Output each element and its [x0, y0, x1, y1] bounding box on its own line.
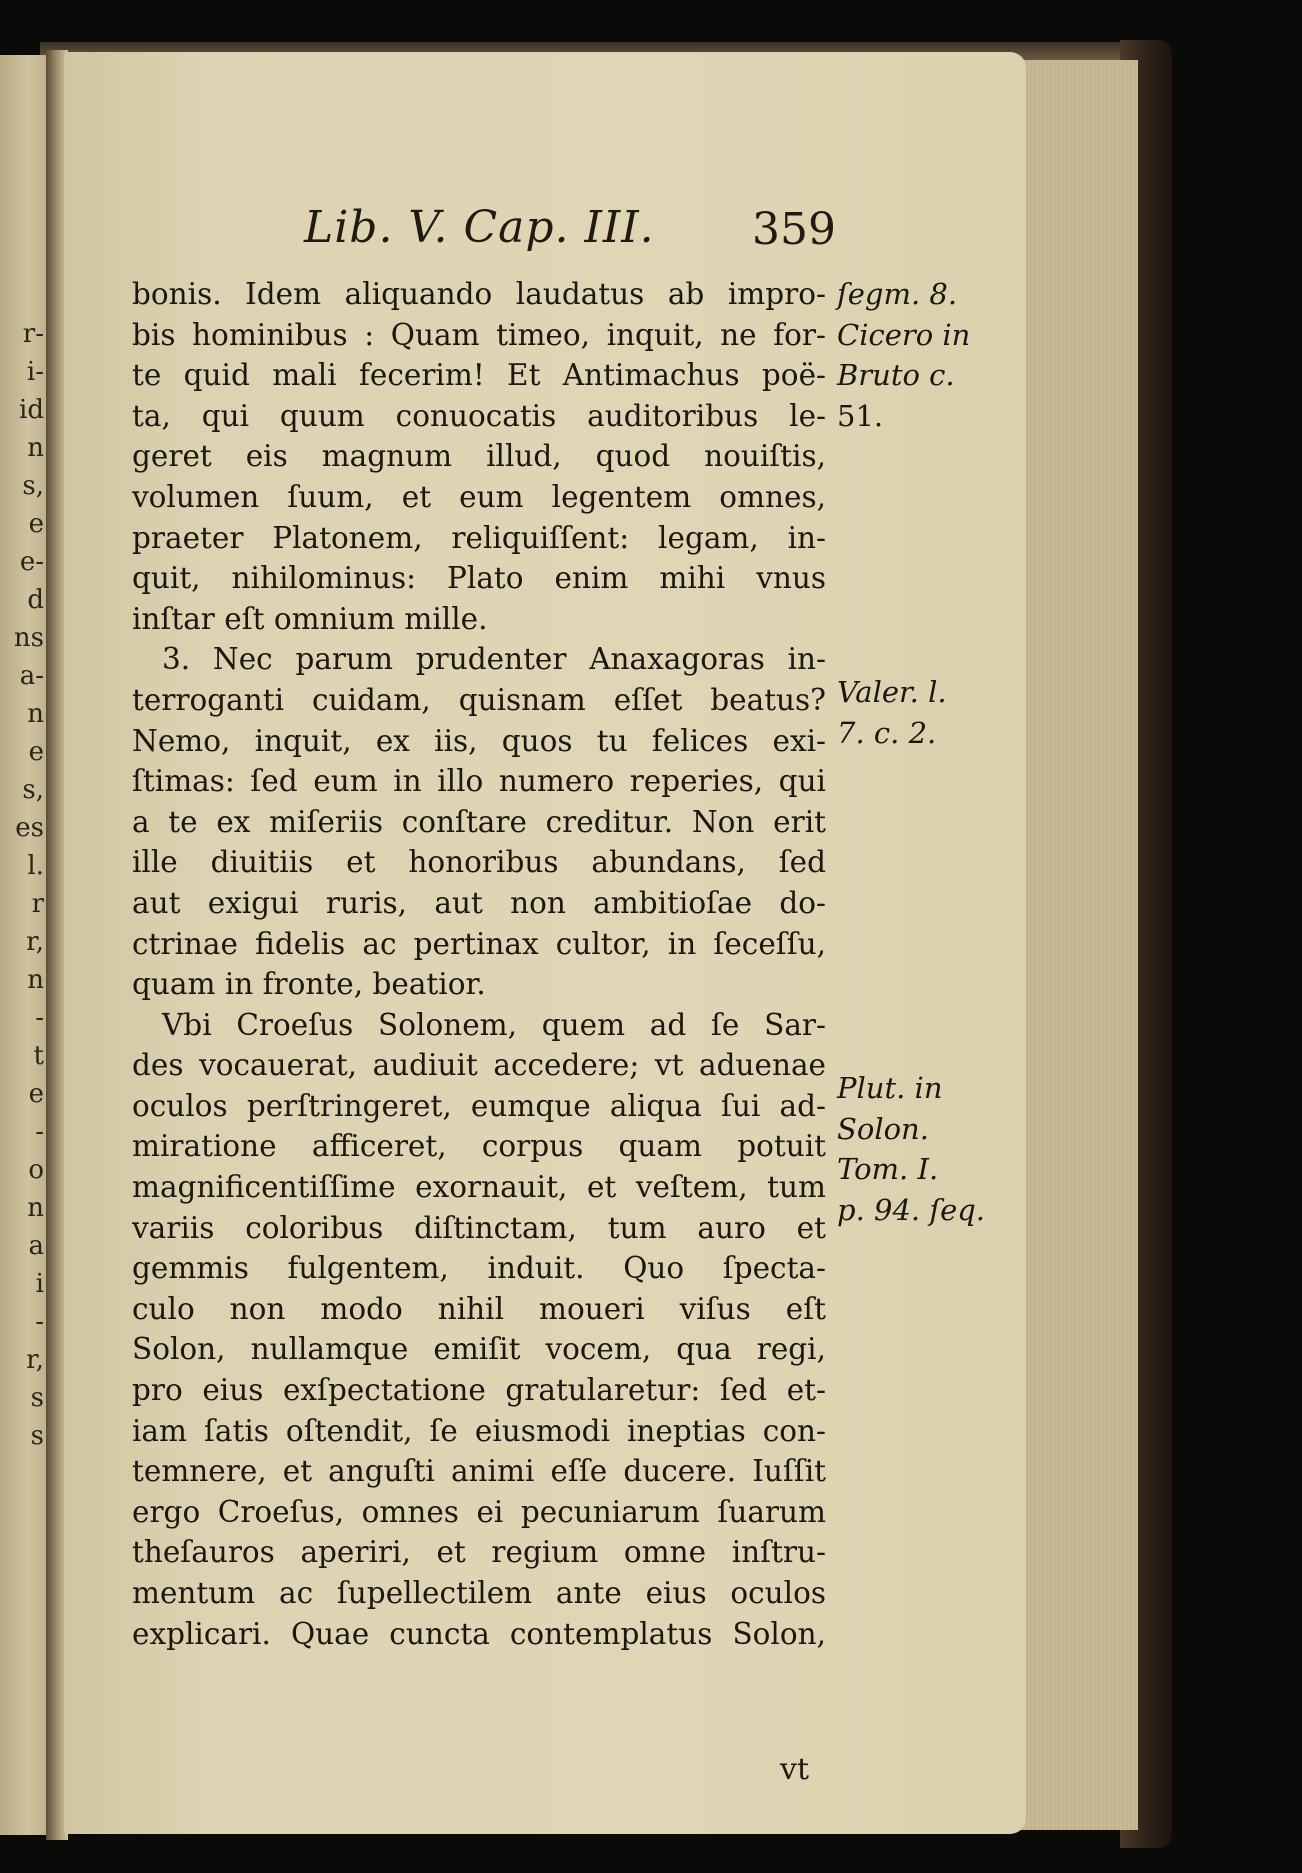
facing-page-fragment: s,	[22, 775, 44, 805]
facing-page-fragment: s,	[22, 471, 44, 501]
facing-page-fragment: n	[27, 433, 44, 463]
text-line: aut exigui ruris, aut non ambitioſae do-	[132, 885, 826, 920]
text-line: pro eius exſpectatione gratularetur: ſed et-	[132, 1373, 826, 1408]
text-line: explicari. Quae cuncta contemplatus Solon,	[132, 1616, 826, 1651]
text-line: volumen ſuum, et eum legentem omnes,	[132, 479, 826, 514]
margin-note-line: 51.	[837, 398, 884, 433]
facing-page-fragment: a-	[19, 661, 44, 691]
text-line: te quid mali fecerim! Et Antimachus poë-	[132, 358, 826, 393]
text-line: quit, nihilominus: Plato enim mihi vnus	[132, 561, 826, 596]
main-text-block	[132, 274, 826, 1654]
facing-page-fragment: o	[28, 1155, 44, 1185]
text-line: oculos perſtringeret, eumque aliqua ſui ad-	[132, 1088, 826, 1123]
margin-note-line: Valer. l.	[837, 675, 947, 709]
margin-note-line: Bruto c.	[837, 358, 955, 393]
text-line: theſauros aperiri, et regium omne inſtru-	[132, 1535, 826, 1570]
margin-note-line: ſegm. 8.	[837, 277, 958, 311]
facing-page-fragment: e	[28, 509, 44, 539]
page-number: 359	[752, 204, 836, 255]
margin-note-line: Cicero in	[837, 317, 971, 352]
facing-page-fragment: n	[27, 965, 44, 995]
facing-page-fragment: -	[35, 1307, 44, 1337]
text-line: ctrinae fidelis ac pertinax cultor, in ſeceſſu,	[132, 926, 826, 961]
text-line: quam in fronte, beatior.	[132, 967, 486, 1002]
facing-page-fragment: ns	[13, 623, 44, 653]
text-line: des vocauerat, audiuit accedere; vt aduenae	[132, 1048, 826, 1083]
text-line: a te ex miſeriis conſtare creditur. Non erit	[132, 804, 826, 839]
page-block-fore-edge	[1014, 60, 1138, 1830]
margin-note-line: Plut. in	[837, 1071, 943, 1105]
facing-page-fragment: i-	[26, 357, 44, 387]
text-line: Solon, nullamque emiſit vocem, qua regi,	[132, 1332, 826, 1367]
facing-page-edge	[0, 55, 51, 1835]
book-page	[64, 52, 1026, 1834]
margin-note-plut	[837, 1068, 1012, 1230]
text-line: mentum ac ſupellectilem ante eius oculos	[132, 1576, 826, 1610]
facing-page-fragment: r	[31, 889, 44, 919]
text-line: ta, qui quum conuocatis auditoribus le-	[132, 398, 826, 433]
facing-page-fragment: d	[27, 585, 44, 615]
facing-page-fragment: n	[27, 699, 44, 729]
facing-page-fragment: a	[28, 1231, 44, 1261]
facing-page-fragment: i	[35, 1269, 44, 1299]
facing-page-fragment: e-	[19, 547, 44, 577]
text-line: variis coloribus diſtinctam, tum auro et	[132, 1210, 826, 1245]
facing-page-fragment: l.	[27, 851, 44, 881]
margin-note-valer	[837, 672, 1012, 753]
text-line: ergo Croeſus, omnes ei pecuniarum ſuarum	[132, 1494, 826, 1529]
facing-page-fragment: -	[35, 1003, 44, 1033]
margin-note-segm	[837, 274, 1012, 436]
text-line: magnificentiſſime exornauit, et veſtem, tum	[132, 1170, 826, 1205]
text-line: temnere, et anguſti animi eſſe ducere. Iuſſit	[132, 1454, 826, 1489]
text-line: Vbi Croeſus Solonem, quem ad ſe Sar-	[162, 1007, 826, 1042]
facing-page-fragment: -	[35, 1117, 44, 1147]
facing-page-fragment: r-	[22, 319, 44, 349]
facing-page-fragment: es	[15, 813, 44, 843]
text-line: geret eis magnum illud, quod nouiſtis,	[132, 439, 826, 474]
facing-page-fragment: s	[30, 1383, 44, 1413]
text-line: bis hominibus : Quam timeo, inquit, ne for-	[132, 317, 826, 352]
facing-page-fragment: s	[30, 1421, 44, 1451]
page-header	[304, 202, 844, 262]
facing-page-fragment: r,	[26, 927, 44, 957]
text-line: ſtimas: ſed eum in illo numero reperies, qui	[132, 764, 826, 799]
facing-page-fragment: n	[27, 1193, 44, 1223]
facing-page-fragment: t	[33, 1041, 44, 1071]
margin-note-line: 7. c. 2.	[837, 715, 937, 750]
text-line: Nemo, inquit, ex iis, quos tu felices exi-	[132, 723, 826, 758]
text-line: terroganti cuidam, quisnam eſſet beatus?	[132, 682, 826, 717]
margin-note-line: Solon.	[837, 1111, 929, 1146]
running-title: Lib. V. Cap. III.	[304, 202, 655, 253]
text-line: 3. Nec parum prudenter Anaxagoras in-	[162, 642, 826, 677]
margin-note-line: p. 94. ſeq.	[837, 1192, 986, 1227]
margin-note-line: Tom. I.	[837, 1152, 939, 1187]
facing-page-fragment: e	[28, 737, 44, 767]
text-line: bonis. Idem aliquando laudatus ab impro-	[132, 277, 826, 311]
catchword: vt	[780, 1752, 810, 1787]
text-line: ille diuitiis et honoribus abundans, ſed	[132, 845, 826, 880]
facing-page-fragment: r,	[26, 1345, 44, 1375]
text-line: gemmis fulgentem, induit. Quo ſpecta-	[132, 1251, 826, 1286]
text-line: miratione afficeret, corpus quam potuit	[132, 1129, 826, 1164]
facing-page-text-fragments	[0, 55, 44, 1835]
text-line: iam ſatis oſtendit, ſe eiusmodi ineptias con-	[132, 1413, 826, 1448]
text-line: culo non modo nihil moueri viſus eſt	[132, 1291, 826, 1326]
facing-page-fragment: id	[19, 395, 44, 425]
text-line: praeter Platonem, reliquiſſent: legam, in-	[132, 520, 826, 555]
text-line: inſtar eſt omnium mille.	[132, 601, 488, 636]
facing-page-fragment: e	[28, 1079, 44, 1109]
